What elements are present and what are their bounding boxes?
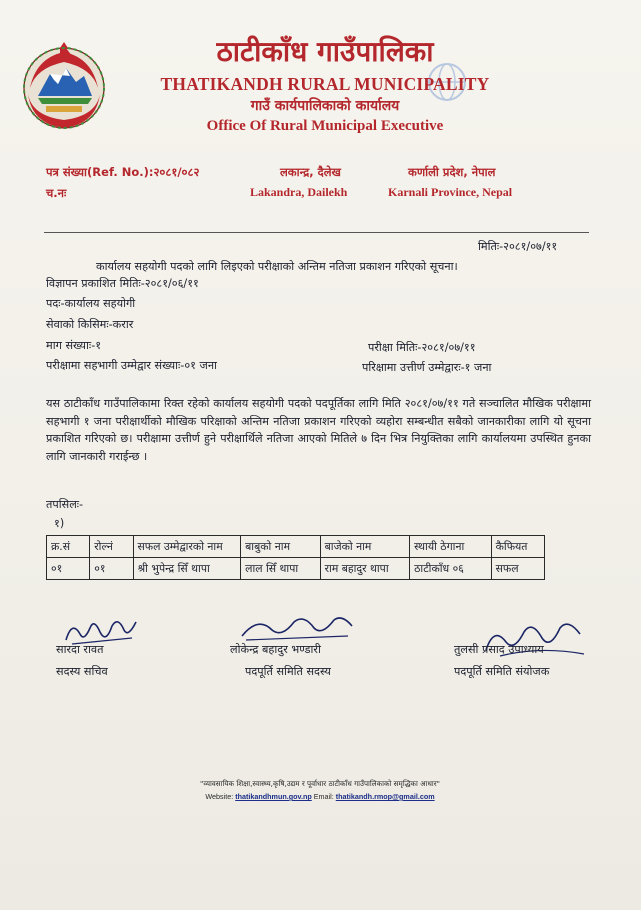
- signatory-3-name: तुलसी प्रसाद उपाध्याय: [454, 643, 544, 656]
- signatory-2-role: पदपूर्ति समिति सदस्य: [245, 665, 331, 678]
- website-link[interactable]: thatikandhmun.gov.np: [235, 792, 312, 801]
- dispatch-number: च.नः: [46, 186, 67, 200]
- cell-roll: ०१: [90, 558, 133, 580]
- result-table: [46, 535, 545, 580]
- footer-slogan: "व्यावसायिक शिक्षा,स्वास्थ्य,कृषि,उद्यम र पूर्वाधार ठाटीकाँध गाउँपालिकाको समृद्धिका आधार": [200, 779, 440, 788]
- cell-candidate: श्री भुपेन्द्र सिँ थापा: [133, 558, 241, 580]
- signatory-3-role: पदपूर्ति समिति संयोजक: [454, 665, 550, 678]
- website-label: Website:: [205, 792, 234, 801]
- participant-count: परीक्षामा सहभागी उम्मेद्वार संख्याः-०१ जना: [46, 359, 217, 372]
- province-english: Karnali Province, Nepal: [388, 185, 513, 199]
- col-roll: रोल्नं: [90, 536, 133, 558]
- cell-grandfather: राम बहादुर थापा: [320, 558, 410, 580]
- province-nepali: कर्णाली प्रदेश, नेपाल: [408, 165, 496, 179]
- email-link[interactable]: thatikandh.rmop@gmail.com: [335, 792, 435, 801]
- location-english: Lakandra, Dailekh: [250, 185, 348, 199]
- col-father: बाबुको नाम: [241, 536, 320, 558]
- service-type: सेवाको किसिमः-करार: [46, 318, 134, 331]
- advertisement-date: विज्ञापन प्रकाशित मितिः-२०८१/०६/११: [46, 277, 199, 290]
- demand-count: माग संख्याः-१: [46, 339, 102, 352]
- col-remarks: कैफियत: [491, 536, 544, 558]
- municipality-name-english: THATIKANDH RURAL MUNICIPALITY: [160, 74, 490, 94]
- col-serial: क्र.सं: [47, 536, 90, 558]
- signatory-1-role: सदस्य सचिव: [56, 665, 108, 678]
- location-nepali: लकान्द्र, दैलेख: [280, 165, 341, 179]
- cell-remarks: सफल: [491, 558, 544, 580]
- email-label: Email:: [313, 792, 334, 801]
- exam-date: परीक्षा मितिः-२०८१/०७/११: [368, 341, 476, 354]
- signatory-1-name: सारदा रावत: [56, 643, 104, 656]
- post-name: पदः-कार्यालय सहयोगी: [46, 297, 136, 310]
- municipality-emblem-icon: [16, 38, 112, 134]
- signature-2-image: [238, 612, 358, 646]
- table-header-row: [47, 536, 545, 558]
- municipality-name-nepali: ठाटीकाँध गाउँपालिका: [216, 35, 434, 68]
- signatory-2-name: लोकेन्द्र बहादुर भण्डारी: [230, 643, 321, 656]
- footer-contact: [120, 792, 520, 801]
- office-name-nepali: गाउँ कार्यपालिकाको कार्यालय: [250, 98, 400, 114]
- details-item-number: १): [54, 517, 65, 530]
- col-address: स्थायी ठेगाना: [410, 536, 491, 558]
- cell-address: ठाटीकाँध ०६: [410, 558, 491, 580]
- col-candidate: सफल उम्मेद्वारको नाम: [133, 536, 241, 558]
- office-name-english: Office Of Rural Municipal Executive: [206, 118, 444, 134]
- notice-date: मितिः-२०८१/०७/११: [478, 240, 558, 253]
- passed-count: परिक्षामा उत्तीर्ण उम्मेद्वारः-१ जना: [362, 361, 492, 374]
- cell-serial: ०१: [47, 558, 90, 580]
- reference-number: पत्र संख्या(Ref. No.):२०८१/०८२: [46, 165, 200, 179]
- cell-father: लाल सिँ थापा: [241, 558, 320, 580]
- details-label: तपसिलः-: [46, 498, 84, 511]
- header-divider: [44, 232, 589, 233]
- notice-subject: कार्यालय सहयोगी पदको लागि लिइएको परीक्षाको अन्तिम नतिजा प्रकाशन गरिएको सूचना।: [96, 260, 458, 273]
- notice-paragraph: यस ठाटीकाँध गाउँपालिकामा रिक्त रहेको कार्यालय सहयोगी पदको पदपूर्तिका लागि मिति २०८१/०७/११ गते सञ्चालित मौखिक परीक्षामा सहभागी १ जना परीक्षार्थीको मौखिक परिक्षाको अन्तिम नतिजा प्रकाशन गरिएको व्यहोरा सम्बन्धीत सबैको जानकारीका लागि यो सूचना प्रकाशित गरिएको छ। परीक्षामा उत्तीर्ण हुने परीक्षार्थिले नतिजा आएको मितिले ७ दिन भित्र नियुक्तिका लागि कार्यालयमा उपस्थित हुनका लागि जानकारी गराईन्छ ।: [46, 397, 591, 463]
- col-grandfather: बाजेको नाम: [320, 536, 410, 558]
- table-row: [47, 558, 545, 580]
